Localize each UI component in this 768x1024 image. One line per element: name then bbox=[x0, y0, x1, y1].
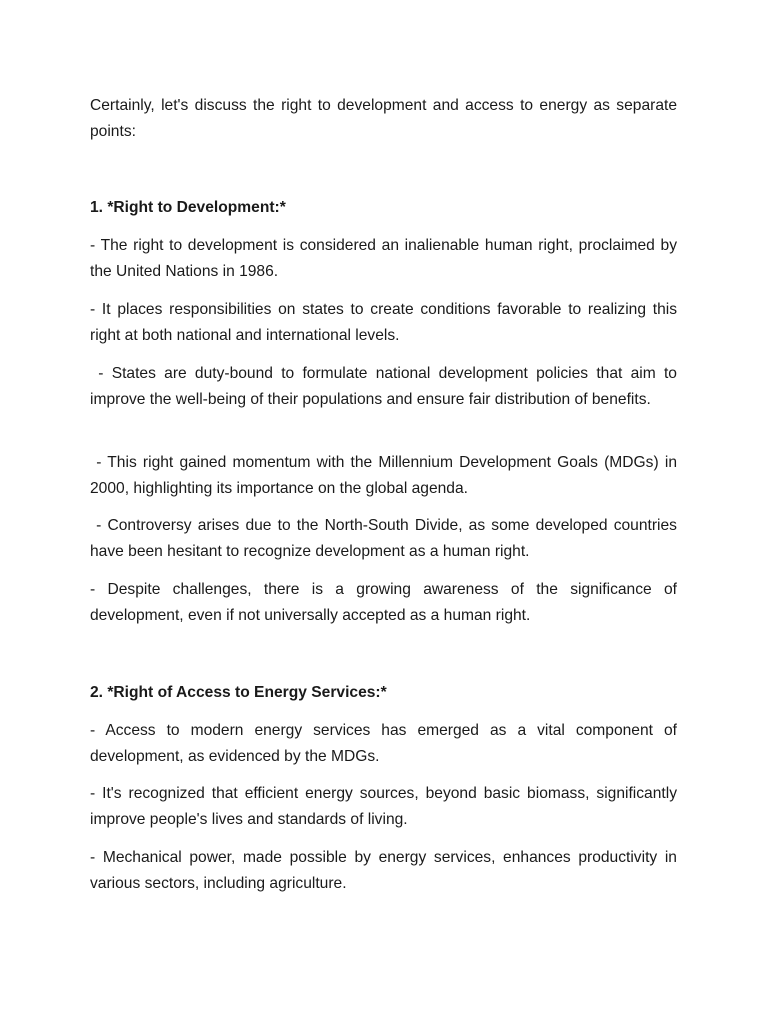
section-1-point-3: - States are duty-bound to formulate national development policies that aim to improve the well-being of their populations and ensure fair distribution of benefits. bbox=[90, 365, 682, 408]
section-1-point-6: - Despite challenges, there is a growing awareness of the significance of development, even if not universally accepted as a human right. bbox=[90, 581, 682, 624]
section-1-heading: 1. *Right to Development:* bbox=[90, 199, 286, 216]
section-2-point-3: - Mechanical power, made possible by energy services, enhances productivity in various sectors, including agriculture. bbox=[90, 849, 677, 892]
section-2-point-1: - Access to modern energy services has emerged as a vital component of development, as evidenced by the MDGs. bbox=[90, 722, 677, 765]
intro-paragraph: Certainly, let's discuss the right to development and access to energy as separate points: bbox=[90, 97, 677, 140]
section-1-point-2: - It places responsibilities on states to create conditions favorable to realizing this right at both national and international levels. bbox=[90, 301, 682, 344]
section-1-point-5: - Controversy arises due to the North-South Divide, as some developed countries have been hesitant to recognize development as a human right. bbox=[90, 517, 682, 560]
section-1-point-4: - This right gained momentum with the Millennium Development Goals (MDGs) in 2000, highlighting its importance on the global agenda. bbox=[90, 454, 682, 497]
section-2-point-2: - It's recognized that efficient energy sources, beyond basic biomass, significantly improve people's lives and standards of living. bbox=[90, 785, 677, 828]
section-1-point-1: - The right to development is considered an inalienable human right, proclaimed by the United Nations in 1986. bbox=[90, 237, 682, 280]
section-2-heading: 2. *Right of Access to Energy Services:* bbox=[90, 684, 387, 701]
